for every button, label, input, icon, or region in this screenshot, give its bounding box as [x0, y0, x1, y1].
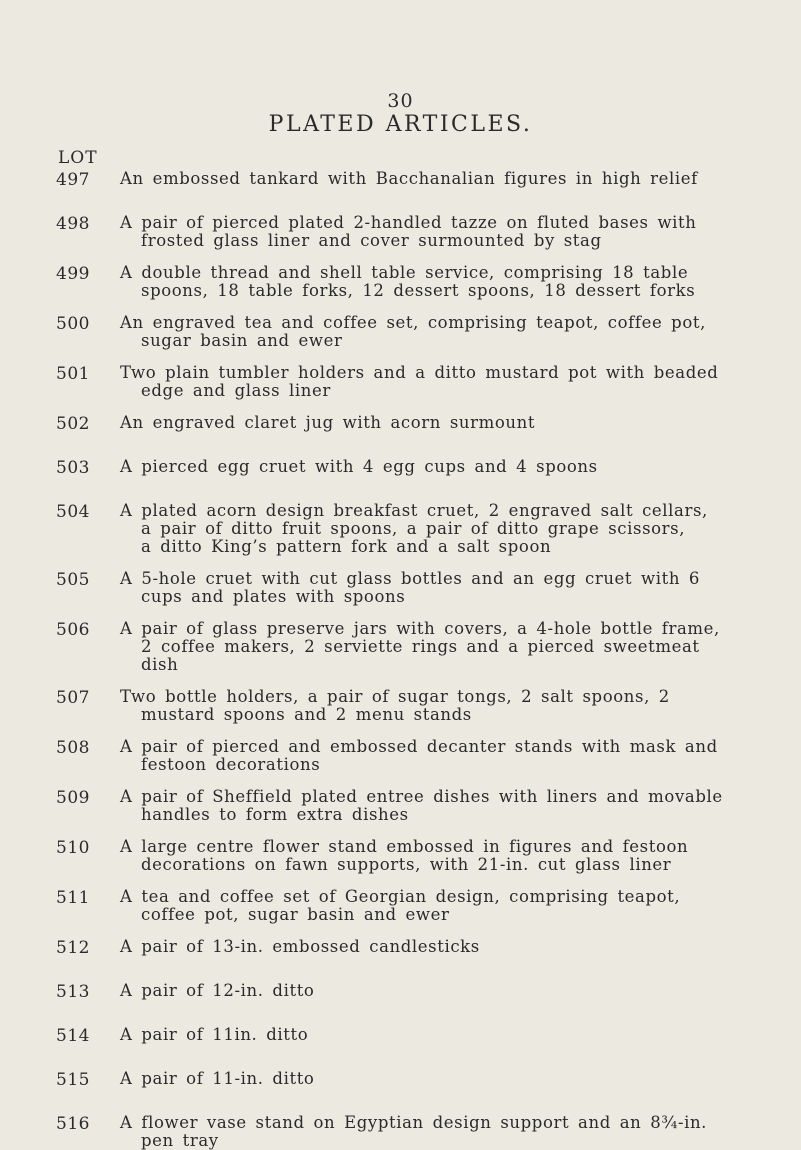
lot-description-line: mustard spoons and 2 menu stands [141, 705, 472, 724]
lot-description-line: A tea and coffee set of Georgian design, comprising teapot, [120, 887, 681, 906]
lot-description-line: sugar basin and ewer [141, 331, 343, 350]
lot-number: 515 [56, 1070, 90, 1090]
lot-number: 504 [56, 502, 90, 522]
lot-entry [56, 264, 756, 300]
lot-description [120, 414, 535, 434]
lot-description [120, 982, 314, 1002]
lot-description [120, 938, 480, 958]
lot-description [120, 502, 708, 556]
lot-description [120, 838, 688, 874]
lot-description-line: An engraved tea and coffee set, comprising teapot, coffee pot, [120, 313, 706, 332]
lot-description-line: cups and plates with spoons [141, 587, 406, 606]
lot-description-line: spoons, 18 table forks, 12 dessert spoons, 18 dessert forks [141, 281, 696, 300]
lot-description-line: Two bottle holders, a pair of sugar tongs, 2 salt spoons, 2 [120, 687, 670, 706]
lot-description [120, 1070, 314, 1090]
lot-entry [56, 738, 756, 774]
lot-description-line: A flower vase stand on Egyptian design support and an 8¾-in. [120, 1113, 708, 1132]
lot-number: 511 [56, 888, 90, 908]
lot-description-line: festoon decorations [141, 755, 321, 774]
page-number: 30 [387, 90, 414, 112]
lot-description-line: Two plain tumbler holders and a ditto mustard pot with beaded [120, 363, 719, 382]
lot-description-line: dish [141, 655, 179, 674]
lot-description-line: frosted glass liner and cover surmounted by stag [141, 231, 602, 250]
lot-entry [56, 502, 756, 556]
lot-entry [56, 1070, 756, 1090]
lot-number: 516 [56, 1114, 90, 1134]
lot-description-line: A pair of pierced plated 2-handled tazze on fluted bases with [120, 213, 697, 232]
lot-description [120, 314, 706, 350]
lot-description [120, 688, 670, 724]
lot-description-line: A pair of 11-in. ditto [120, 1069, 315, 1088]
lot-description-line: A 5-hole cruet with cut glass bottles and an egg cruet with 6 [120, 569, 700, 588]
lot-description-line: pen tray [141, 1131, 219, 1150]
lot-description-line: coffee pot, sugar basin and ewer [141, 905, 450, 924]
lot-description-line: An embossed tankard with Bacchanalian figures in high relief [120, 169, 698, 188]
lot-description-line: decorations on fawn supports, with 21-in. cut glass liner [141, 855, 672, 874]
lot-description [120, 788, 723, 824]
lot-description-line: A pair of 12-in. ditto [120, 981, 315, 1000]
page-title: PLATED ARTICLES. [268, 112, 533, 137]
lot-entry [56, 838, 756, 874]
lot-number: 508 [56, 738, 90, 758]
lot-description-line: edge and glass liner [141, 381, 331, 400]
lot-number: 512 [56, 938, 90, 958]
lot-description-line: A large centre flower stand embossed in figures and festoon [120, 837, 689, 856]
lot-description [120, 1026, 308, 1046]
lot-entry [56, 620, 756, 674]
lot-entry [56, 364, 756, 400]
lot-number: 513 [56, 982, 90, 1002]
lot-description-line: a ditto King’s pattern fork and a salt spoon [141, 537, 552, 556]
lot-description-line: a pair of ditto fruit spoons, a pair of ditto grape scissors, [141, 519, 686, 538]
lot-number: 497 [56, 170, 90, 190]
lot-description [120, 264, 695, 300]
lot-entry [56, 570, 756, 606]
lot-description-line: A pierced egg cruet with 4 egg cups and 4 spoons [120, 457, 598, 476]
lot-number: 505 [56, 570, 90, 590]
lot-description-line: A pair of pierced and embossed decanter stands with mask and [120, 737, 718, 756]
lot-description [120, 458, 598, 478]
lot-entry [56, 1026, 756, 1046]
lot-entry [56, 938, 756, 958]
lot-description [120, 214, 697, 250]
lot-entry [56, 788, 756, 824]
lot-column-header: LOT [58, 148, 98, 168]
lot-number: 503 [56, 458, 90, 478]
lot-description [120, 364, 718, 400]
lot-entry [56, 888, 756, 924]
lot-entry [56, 414, 756, 434]
lot-entry [56, 170, 756, 190]
lot-entry [56, 314, 756, 350]
lot-description-line: A plated acorn design breakfast cruet, 2 engraved salt cellars, [120, 501, 708, 520]
lot-description-line: A pair of glass preserve jars with covers, a 4-hole bottle frame, [120, 619, 720, 638]
lot-number: 509 [56, 788, 90, 808]
lot-entry [56, 214, 756, 250]
lot-description-line: handles to form extra dishes [141, 805, 409, 824]
lot-number: 506 [56, 620, 90, 640]
lot-description-line: A pair of Sheffield plated entree dishes with liners and movable [120, 787, 723, 806]
lot-description [120, 1114, 707, 1150]
lot-description-line: An engraved claret jug with acorn surmount [120, 413, 536, 432]
lot-number: 499 [56, 264, 90, 284]
lot-number: 510 [56, 838, 90, 858]
lot-number: 498 [56, 214, 90, 234]
lot-description-line: A pair of 13-in. embossed candlesticks [120, 937, 480, 956]
lot-number: 514 [56, 1026, 90, 1046]
lot-number: 500 [56, 314, 90, 334]
lot-description [120, 570, 700, 606]
lot-description [120, 170, 698, 190]
lot-number: 501 [56, 364, 90, 384]
lot-description-line: A pair of 11in. ditto [120, 1025, 309, 1044]
lot-description-line: 2 coffee makers, 2 serviette rings and a pierced sweetmeat [141, 637, 700, 656]
lot-description [120, 888, 680, 924]
lot-entry [56, 982, 756, 1002]
lot-description [120, 738, 718, 774]
lot-number: 502 [56, 414, 90, 434]
lot-entry [56, 688, 756, 724]
lot-description [120, 620, 720, 674]
lot-number: 507 [56, 688, 90, 708]
lot-entry [56, 458, 756, 478]
lot-description-line: A double thread and shell table service, comprising 18 table [120, 263, 689, 282]
lot-entry [56, 1114, 756, 1150]
